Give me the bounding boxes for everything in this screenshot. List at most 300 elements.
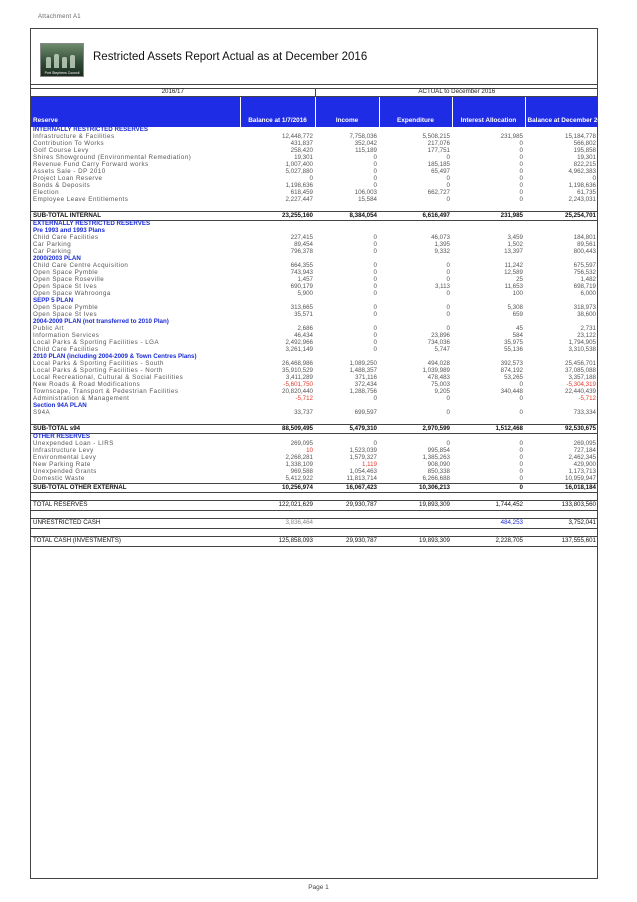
income-cell: 0: [373, 346, 377, 354]
expenditure-cell: 0: [446, 154, 450, 162]
interest-cell: 584: [512, 332, 523, 340]
interest-cell: 0: [519, 196, 523, 204]
reserve-name: Domestic Waste: [33, 475, 85, 483]
table-row: [31, 141, 598, 148]
closing-balance-cell: 15,184,778: [565, 133, 596, 141]
reserve-name: Golf Course Levy: [33, 147, 89, 155]
opening-balance-cell: 89,454: [294, 241, 313, 249]
interest-cell: 392,573: [500, 360, 523, 368]
table-row: [31, 197, 598, 204]
expenditure-cell: 0: [446, 395, 450, 403]
closing-balance-cell: 1,173,713: [568, 468, 596, 476]
table-row: [31, 441, 598, 448]
expenditure-cell: 734,036: [427, 339, 450, 347]
opening-balance-cell: -5,601,750: [283, 381, 313, 389]
report-header: [31, 29, 597, 85]
reserve-name: Shires Showground (Environmental Remediation): [33, 154, 192, 162]
opening-balance-cell: 1,007,400: [285, 161, 313, 169]
interest-cell: 0: [519, 189, 523, 197]
income-cell: 11,813,714: [346, 475, 377, 483]
expenditure-cell: 2,970,599: [379, 425, 452, 434]
reserve-name: UNRESTRICTED CASH: [31, 519, 240, 529]
spacer-row: [31, 493, 598, 501]
section-heading: Section 94A PLAN: [33, 402, 87, 410]
income-cell: 0: [373, 182, 377, 190]
interest-cell: 55,136: [504, 346, 523, 354]
closing-balance-cell: 269,095: [573, 440, 596, 448]
logo-text: Port Stephens Council: [44, 70, 80, 75]
closing-balance-cell: 92,530,675: [525, 425, 598, 434]
closing-balance-cell: 4,962,383: [568, 168, 596, 176]
reserve-name: Public Art: [33, 325, 65, 333]
closing-balance-cell: 6,000: [580, 290, 596, 298]
reserve-name: Car Parking: [33, 241, 72, 249]
reserve-name: Townscape, Transport & Pedestrian Facilities: [33, 388, 179, 396]
interest-cell: 0: [519, 395, 523, 403]
expenditure-cell: 908,090: [427, 461, 450, 469]
section-heading: OTHER RESERVES: [33, 433, 90, 441]
expenditure-cell: 850,338: [427, 468, 450, 476]
reserve-name: Local Parks & Sporting Facilities - South: [33, 360, 164, 368]
opening-balance-cell: 5,412,922: [285, 475, 313, 483]
income-cell: 0: [373, 175, 377, 183]
reserve-name: SUB-TOTAL s94: [31, 425, 240, 434]
reserve-name: Infrastructure Levy: [33, 447, 94, 455]
reserve-name: Revenue Fund Carry Forward works: [33, 161, 149, 169]
section-heading-row: [31, 319, 598, 326]
interest-cell: 231,985: [500, 133, 523, 141]
opening-balance-cell: 664,355: [290, 262, 313, 270]
period-year: 2016/17: [31, 89, 315, 97]
opening-balance-cell: 35,910,529: [282, 367, 313, 375]
closing-balance-cell: -5,712: [578, 395, 596, 403]
expenditure-cell: 23,896: [431, 332, 450, 340]
income-cell: 29,930,787: [315, 537, 379, 547]
council-logo: [40, 43, 84, 77]
income-cell: 0: [373, 311, 377, 319]
income-cell: 1,488,357: [349, 367, 377, 375]
interest-cell: 5,308: [507, 304, 523, 312]
income-cell: 15,584: [358, 196, 377, 204]
expenditure-cell: 1,385,263: [422, 454, 450, 462]
interest-cell: 340,448: [500, 388, 523, 396]
reserves-table: [31, 88, 609, 547]
closing-balance-cell: 566,802: [573, 140, 596, 148]
interest-cell: 0: [519, 409, 523, 417]
income-cell: 115,189: [355, 147, 377, 155]
opening-balance-cell: 227,415: [290, 234, 313, 242]
interest-cell: 53,265: [504, 374, 523, 382]
reserve-name: Child Care Centre Acquisition: [33, 262, 129, 270]
report-title: Restricted Assets Report Actual as at December 2016: [93, 51, 368, 63]
reserve-name: Local Parks & Sporting Facilities - LGA: [33, 339, 160, 347]
closing-balance-cell: 429,900: [573, 461, 596, 469]
income-cell: 0: [373, 248, 377, 256]
income-cell: 0: [373, 262, 377, 270]
income-cell: 0: [373, 161, 377, 169]
interest-cell: 1,512,468: [452, 425, 525, 434]
section-heading-row: [31, 221, 598, 229]
opening-balance-cell: 23,255,160: [240, 212, 315, 221]
section-heading-row: [31, 403, 598, 410]
interest-cell: 484,253: [452, 519, 525, 529]
opening-balance-cell: 2,227,447: [285, 196, 313, 204]
income-cell: 1,054,463: [349, 468, 377, 476]
reserve-name: Open Space St Ives: [33, 283, 98, 291]
income-cell: 0: [373, 276, 377, 284]
table-row: [31, 183, 598, 190]
opening-balance-cell: 88,509,495: [240, 425, 315, 434]
expenditure-cell: 10,306,213: [379, 484, 452, 493]
opening-balance-cell: 2,492,966: [285, 339, 313, 347]
opening-balance-cell: 1,198,636: [285, 182, 313, 190]
opening-balance-cell: 1,338,109: [285, 461, 313, 469]
table-row: [31, 291, 598, 298]
interest-cell: 0: [519, 154, 523, 162]
opening-balance-cell: 796,378: [290, 248, 313, 256]
closing-balance-cell: 675,597: [573, 262, 596, 270]
table-row: [31, 162, 598, 169]
opening-balance-cell: 3,411,289: [285, 374, 313, 382]
reserve-name: Election: [33, 189, 60, 197]
reserve-name: Child Care Facilities: [33, 346, 99, 354]
income-cell: 0: [373, 234, 377, 242]
section-heading: 2004-2009 PLAN (not transferred to 2010 Plan): [33, 318, 169, 326]
section-heading: Pre 1993 and 1993 Plans: [33, 227, 105, 235]
closing-balance-cell: 2,243,031: [568, 196, 596, 204]
closing-balance-cell: 184,801: [573, 234, 596, 242]
opening-balance-cell: 743,943: [290, 269, 313, 277]
closing-balance-cell: 133,803,560: [525, 501, 598, 511]
section-heading: SEPP 5 PLAN: [33, 297, 74, 305]
reserve-name: Unexpended Loan - LIRS: [33, 440, 114, 448]
interest-cell: 0: [519, 168, 523, 176]
opening-balance-cell: 690,179: [290, 283, 313, 291]
income-cell: 0: [373, 241, 377, 249]
expenditure-cell: 19,893,309: [379, 537, 452, 547]
opening-balance-cell: 269,095: [290, 440, 313, 448]
interest-cell: 1,502: [507, 241, 523, 249]
opening-balance-cell: 5,900: [297, 290, 313, 298]
section-heading: EXTERNALLY RESTRICTED RESERVES: [33, 220, 151, 228]
expenditure-cell: 0: [446, 440, 450, 448]
closing-balance-cell: 2,462,345: [568, 454, 596, 462]
closing-balance-cell: 0: [592, 175, 596, 183]
opening-balance-cell: 20,820,440: [282, 388, 313, 396]
income-cell: 29,930,787: [315, 501, 379, 511]
expenditure-cell: 177,751: [427, 147, 450, 155]
interest-cell: 12,589: [504, 269, 523, 277]
closing-balance-cell: 25,456,701: [565, 360, 596, 368]
reserve-name: Open Space Roseville: [33, 276, 105, 284]
period-row: [31, 89, 598, 97]
reserve-name: Employee Leave Entitlements: [33, 196, 129, 204]
closing-balance-cell: 756,532: [573, 269, 596, 277]
closing-balance-cell: 3,752,041: [525, 519, 598, 529]
table-row: [31, 410, 598, 417]
spacer-cell: [31, 204, 598, 212]
expenditure-cell: 0: [446, 182, 450, 190]
reserve-name: Unexpended Grants: [33, 468, 97, 476]
closing-balance-cell: 61,735: [577, 189, 596, 197]
closing-balance-cell: 3,310,538: [568, 346, 596, 354]
closing-balance-cell: 38,600: [577, 311, 596, 319]
interest-cell: 11,653: [504, 283, 523, 291]
expenditure-cell: 9,205: [434, 388, 450, 396]
expenditure-cell: 46,073: [431, 234, 450, 242]
interest-cell: 25: [516, 276, 523, 284]
expenditure-cell: 0: [446, 196, 450, 204]
income-cell: 1,119: [361, 461, 377, 469]
income-cell: 0: [373, 290, 377, 298]
expenditure-cell: 478,483: [427, 374, 450, 382]
total-row: [31, 501, 598, 511]
col-header-interest: Interest Allocation: [452, 97, 525, 128]
attachment-label: Attachment A1: [38, 14, 81, 20]
closing-balance-cell: 23,122: [577, 332, 596, 340]
closing-balance-cell: 37,085,088: [565, 367, 596, 375]
income-cell: 699,597: [354, 409, 377, 417]
reserve-name: Administration & Management: [33, 395, 130, 403]
col-header-expenditure: Expenditure: [379, 97, 452, 128]
spacer-row: [31, 417, 598, 425]
reserve-name: Information Services: [33, 332, 100, 340]
closing-balance-cell: -5,304,319: [566, 381, 596, 389]
reserve-name: Open Space St Ives: [33, 311, 98, 319]
reserve-name: Open Space Pymble: [33, 269, 99, 277]
column-header-row: [31, 97, 598, 128]
income-cell: 7,758,036: [349, 133, 377, 141]
closing-balance-cell: 1,794,905: [568, 339, 596, 347]
interest-cell: 0: [519, 454, 523, 462]
reserve-name: New Parking Rate: [33, 461, 91, 469]
interest-cell: 0: [452, 484, 525, 493]
closing-balance-cell: 19,301: [577, 154, 596, 162]
income-cell: 106,003: [354, 189, 377, 197]
table-row: [31, 476, 598, 484]
income-cell: 0: [373, 269, 377, 277]
expenditure-cell: 0: [446, 409, 450, 417]
table-row: [31, 176, 598, 183]
closing-balance-cell: 25,254,701: [525, 212, 598, 221]
expenditure-cell: 6,266,688: [422, 475, 450, 483]
interest-cell: 0: [519, 175, 523, 183]
section-heading: INTERNALLY RESTRICTED RESERVES: [33, 126, 149, 134]
opening-balance-cell: 12,448,772: [282, 133, 313, 141]
table-row: [31, 249, 598, 256]
opening-balance-cell: 3,836,464: [240, 519, 315, 529]
report-frame: [30, 28, 609, 879]
col-header-closing-balance: Balance at December 2016: [525, 97, 598, 128]
income-cell: 0: [373, 339, 377, 347]
reserve-name: Local Parks & Sporting Facilities - North: [33, 367, 163, 375]
expenditure-cell: 0: [446, 175, 450, 183]
interest-cell: 0: [519, 461, 523, 469]
closing-balance-cell: 10,959,947: [565, 475, 596, 483]
expenditure-cell: 0: [446, 311, 450, 319]
interest-cell: 874,192: [500, 367, 523, 375]
spacer-row: [31, 529, 598, 537]
income-cell: 5,479,310: [315, 425, 379, 434]
spacer-cell: [31, 529, 598, 537]
expenditure-cell: 0: [446, 325, 450, 333]
income-cell: 1,288,756: [349, 388, 377, 396]
col-header-income: Income: [315, 97, 379, 128]
expenditure-cell: 995,854: [427, 447, 450, 455]
interest-cell: 231,985: [452, 212, 525, 221]
opening-balance-cell: 2,686: [297, 325, 313, 333]
expenditure-cell: 0: [446, 269, 450, 277]
closing-balance-cell: 800,443: [573, 248, 596, 256]
period-actual: ACTUAL to December 2016: [315, 89, 598, 97]
table-row: [31, 396, 598, 403]
col-header-opening-balance: Balance at 1/7/2016: [240, 97, 315, 128]
table-row: [31, 462, 598, 469]
table-row: [31, 448, 598, 455]
income-cell: 0: [373, 168, 377, 176]
page-number: Page 1: [308, 884, 329, 891]
opening-balance-cell: 26,468,986: [282, 360, 313, 368]
closing-balance-cell: 318,973: [573, 304, 596, 312]
spacer-row: [31, 511, 598, 519]
subtotal-row: [31, 425, 598, 434]
reserve-name: Open Space Wahroonga: [33, 290, 111, 298]
income-cell: 0: [373, 332, 377, 340]
interest-cell: 100: [512, 290, 523, 298]
closing-balance-cell: 1,482: [580, 276, 596, 284]
section-heading-row: [31, 434, 598, 442]
opening-balance-cell: 19,301: [294, 154, 313, 162]
closing-balance-cell: 698,719: [573, 283, 596, 291]
income-cell: 372,434: [354, 381, 377, 389]
expenditure-cell: 0: [446, 304, 450, 312]
income-cell: 352,042: [354, 140, 377, 148]
reserve-name: Child Care Facilities: [33, 234, 99, 242]
interest-cell: 0: [519, 161, 523, 169]
expenditure-cell: 5,747: [434, 346, 450, 354]
reserve-name: SUB-TOTAL INTERNAL: [31, 212, 240, 221]
expenditure-cell: 9,332: [434, 248, 450, 256]
reserve-name: New Roads & Road Modifications: [33, 381, 141, 389]
interest-cell: 0: [519, 381, 523, 389]
interest-cell: 0: [519, 182, 523, 190]
income-cell: 1,523,039: [349, 447, 377, 455]
total-row: [31, 537, 598, 547]
opening-balance-cell: 35,571: [294, 311, 313, 319]
spacer-cell: [31, 417, 598, 425]
expenditure-cell: 1,039,989: [422, 367, 450, 375]
opening-balance-cell: 0: [309, 175, 313, 183]
opening-balance-cell: -5,712: [295, 395, 313, 403]
reserve-name: Infrastructure & Facilities: [33, 133, 115, 141]
closing-balance-cell: 733,334: [573, 409, 596, 417]
expenditure-cell: 185,185: [427, 161, 450, 169]
opening-balance-cell: 125,858,093: [240, 537, 315, 547]
closing-balance-cell: 16,018,184: [525, 484, 598, 493]
table-row: [31, 134, 598, 141]
reserve-name: Assets Sale - DP 2010: [33, 168, 106, 176]
income-cell: 1,089,250: [349, 360, 377, 368]
income-cell: 8,384,054: [315, 212, 379, 221]
closing-balance-cell: 3,357,188: [568, 374, 596, 382]
expenditure-cell: 1,395: [434, 241, 450, 249]
reserve-name: Contribution To Works: [33, 140, 105, 148]
closing-balance-cell: 1,198,636: [568, 182, 596, 190]
expenditure-cell: 5,508,215: [422, 133, 450, 141]
section-heading: 2010 PLAN (including 2004-2009 & Town Centres Plans): [33, 353, 197, 361]
closing-balance-cell: 727,184: [573, 447, 596, 455]
interest-cell: 2,228,705: [452, 537, 525, 547]
opening-balance-cell: 431,837: [290, 140, 313, 148]
opening-balance-cell: 258,420: [290, 147, 313, 155]
income-cell: 0: [373, 440, 377, 448]
interest-cell: 0: [519, 468, 523, 476]
reserve-name: S94A: [33, 409, 51, 417]
opening-balance-cell: 969,588: [290, 468, 313, 476]
expenditure-cell: 19,893,309: [379, 501, 452, 511]
reserve-name: Project Loan Reserve: [33, 175, 103, 183]
income-cell: 16,067,423: [315, 484, 379, 493]
reserve-name: SUB-TOTAL OTHER EXTERNAL: [31, 484, 240, 493]
interest-cell: 0: [519, 440, 523, 448]
expenditure-cell: 494,028: [427, 360, 450, 368]
opening-balance-cell: 10,256,974: [240, 484, 315, 493]
reserve-name: TOTAL CASH (INVESTMENTS): [31, 537, 240, 547]
income-cell: 0: [373, 325, 377, 333]
expenditure-cell: [379, 519, 452, 529]
reserve-name: Environmental Levy: [33, 454, 97, 462]
table-row: [31, 455, 598, 462]
spacer-cell: [31, 511, 598, 519]
expenditure-cell: 0: [446, 262, 450, 270]
opening-balance-cell: 618,459: [290, 189, 313, 197]
closing-balance-cell: 822,215: [573, 161, 596, 169]
interest-cell: 1,744,452: [452, 501, 525, 511]
reserve-name: TOTAL RESERVES: [31, 501, 240, 511]
closing-balance-cell: 195,858: [573, 147, 596, 155]
interest-cell: 35,975: [504, 339, 523, 347]
table-row: [31, 469, 598, 476]
opening-balance-cell: 1,457: [297, 276, 313, 284]
interest-cell: 3,459: [507, 234, 523, 242]
income-cell: 0: [373, 395, 377, 403]
expenditure-cell: 6,616,497: [379, 212, 452, 221]
opening-balance-cell: 10: [306, 447, 313, 455]
closing-balance-cell: 89,561: [577, 241, 596, 249]
reserve-name: Open Space Pymble: [33, 304, 99, 312]
interest-cell: 0: [519, 147, 523, 155]
reserve-name: Bonds & Deposits: [33, 182, 91, 190]
income-cell: 0: [373, 154, 377, 162]
total-row: [31, 519, 598, 529]
closing-balance-cell: 2,731: [580, 325, 596, 333]
opening-balance-cell: 33,737: [294, 409, 313, 417]
spacer-cell: [31, 493, 598, 501]
expenditure-cell: 0: [446, 276, 450, 284]
opening-balance-cell: 313,665: [290, 304, 313, 312]
reserve-name: Local Recreational, Cultural & Social Facilities: [33, 374, 184, 382]
interest-cell: 0: [519, 447, 523, 455]
spacer-row: [31, 204, 598, 212]
income-cell: 0: [373, 283, 377, 291]
interest-cell: 0: [519, 140, 523, 148]
interest-cell: 13,397: [504, 248, 523, 256]
expenditure-cell: 65,497: [431, 168, 450, 176]
interest-cell: 11,242: [504, 262, 523, 270]
income-cell: 371,116: [355, 374, 377, 382]
section-heading: 2000/2003 PLAN: [33, 255, 81, 263]
income-cell: [315, 519, 379, 529]
